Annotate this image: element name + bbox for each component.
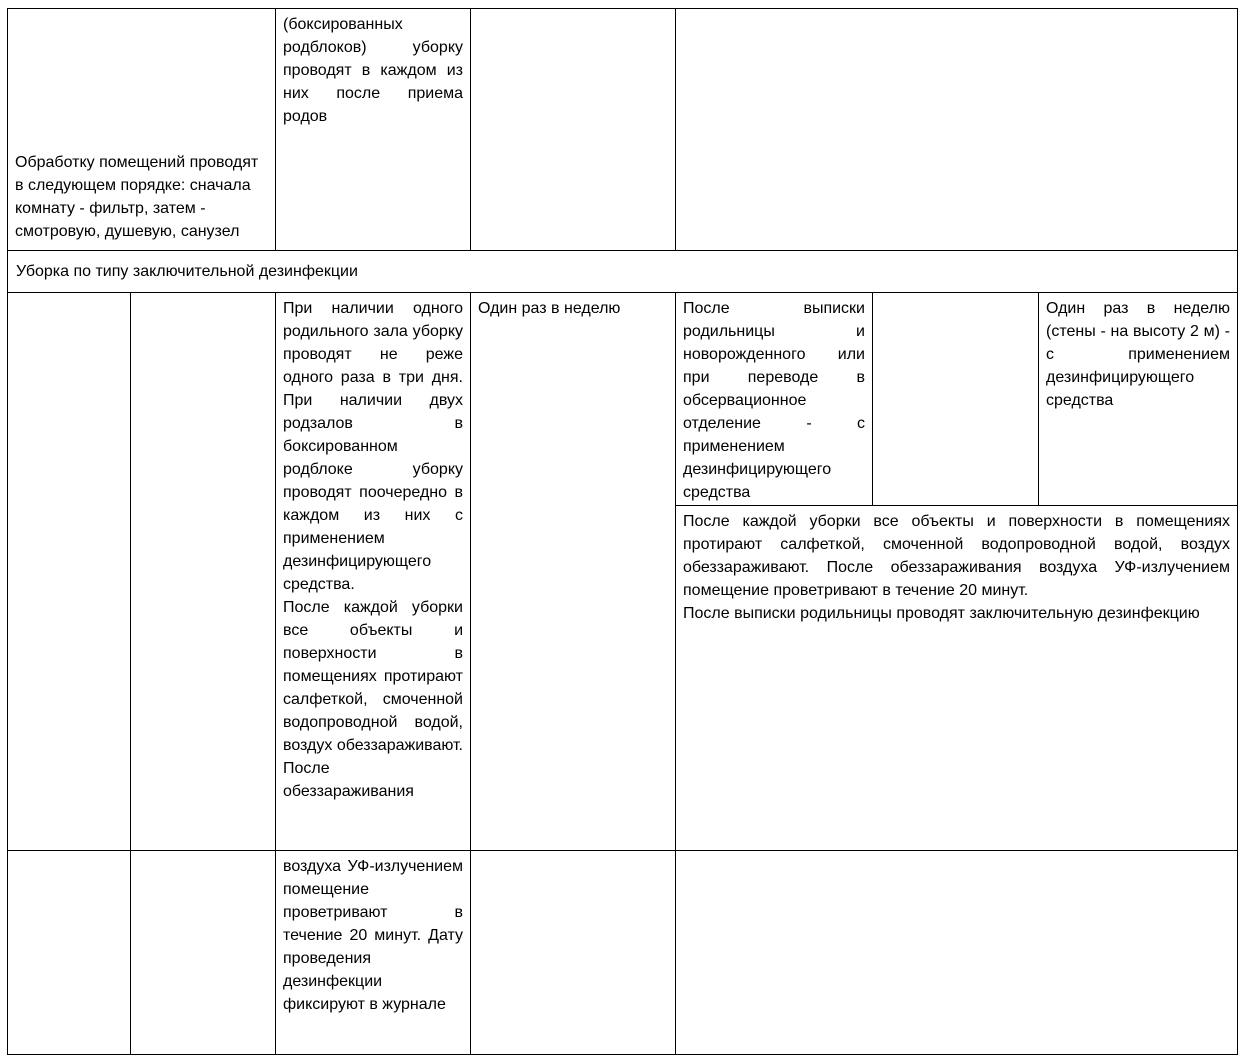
processing-order-text: Обработку помещений проводят в следующем порядке: сначала комнату - фильтр, затем - смотровую, душевую, санузел: [15, 154, 259, 240]
cell-row4-empty-right: [676, 851, 1238, 1055]
uv-continuation-text: воздуха УФ-излучением помещение проветривают в течение 20 минут. Дату проведения дезинфекции фиксируют в журнале: [283, 858, 463, 1013]
delivery-room-procedure-p1: При наличии одного родильного зала уборку проводят не реже одного раза в три дня. При наличии двух родзалов в боксированном родблоке уборку проводят поочередно в каждом из них с применением дезинфицирующего средства.: [283, 300, 463, 593]
cell-frequency-weekly: [471, 293, 676, 851]
merged-cleaning-note-p1: После каждой уборки все объекты и поверхности в помещениях протирают салфеткой, смоченной водопроводной водой, воздух обеззараживают. После обеззараживания воздуха УФ-излучением помещение проветривают в течение 20 минут.: [683, 513, 1230, 599]
cell-row3-empty-1: [8, 293, 131, 851]
cell-processing-order: [8, 9, 276, 251]
cell-row3-empty-3: [873, 293, 1039, 506]
discharge-case-text: После выписки родильницы и новорожденного или при переводе в обсервационное отделение - с применением дезинфицирующего средства: [683, 300, 865, 501]
cell-merged-cleaning-note: [676, 506, 1238, 851]
cell-row4-empty-1: [8, 851, 131, 1055]
cell-row1-empty-right: [676, 9, 1238, 251]
boxed-rodblocks-text: (боксированных родблоков) уборку проводят в каждом из них после приема родов: [283, 16, 463, 125]
section-header-row: [8, 251, 1238, 293]
cell-discharge-case: [676, 293, 873, 506]
cell-walls-frequency: [1039, 293, 1238, 506]
cell-row1-empty-frequency: [471, 9, 676, 251]
cell-uv-continuation: [276, 851, 471, 1055]
disinfection-table: [7, 8, 1238, 1055]
cell-row4-empty-2: [131, 851, 276, 1055]
cell-row4-empty-3: [471, 851, 676, 1055]
walls-frequency-text: Один раз в неделю (стены - на высоту 2 м) - с применением дезинфицирующего средства: [1046, 300, 1230, 409]
cell-delivery-room-procedure: [276, 293, 471, 851]
cell-boxed-rodblocks: [276, 9, 471, 251]
delivery-room-procedure-p2: После каждой уборки все объекты и поверхности в помещениях протирают салфеткой, смоченной водопроводной водой, воздух обеззараживают. После обеззараживания: [283, 599, 463, 800]
frequency-weekly-text: Один раз в неделю: [478, 300, 621, 317]
cell-row3-empty-2: [131, 293, 276, 851]
merged-cleaning-note-p2: После выписки родильницы проводят заключительную дезинфекцию: [683, 605, 1200, 622]
section-header-text: Уборка по типу заключительной дезинфекции: [16, 263, 358, 280]
